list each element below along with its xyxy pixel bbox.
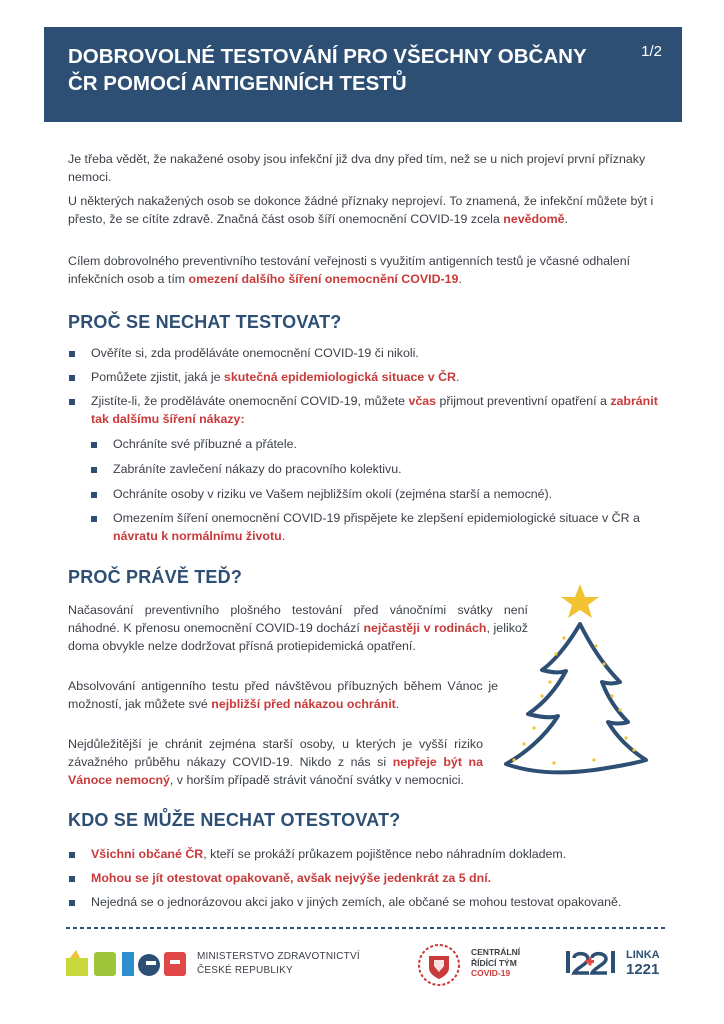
bullet-square-icon — [69, 399, 75, 405]
bullet-square-icon — [69, 852, 75, 858]
bullet-square-icon — [69, 876, 75, 882]
bullet-square-icon — [91, 442, 97, 448]
why-now-paragraph-2: Absolvování antigenního testu před návštěvou příbuzných během Vánoc je možností, jak můžete své nejbližší před nákazou ochránit. — [68, 679, 498, 711]
intro-paragraph-3: Cílem dobrovolného preventivního testování veřejnosti s využitím antigenních testů je včasné odhalení infekčních osob a tím omezení dalšího šíření onemocnění COVID-19. — [68, 254, 631, 286]
ministry-logo — [66, 948, 188, 978]
sub-list-item: Ochráníte osoby v riziku ve Vašem nejbližším okolí (zejména starší a nemocné). — [113, 487, 553, 501]
christmas-tree-icon — [494, 578, 654, 788]
linka-label: LINKA 1221 — [626, 949, 660, 978]
sub-list-item: Ochráníte své příbuzné a přátele. — [113, 437, 297, 451]
why-now-paragraph-1: Načasování preventivního plošného testování před vánočními svátky není náhodné. K přenosu onemocnění COVID-19 dochází nejčastěji v rodinách, jelikož doma obvykle nelze dodržovat přísná protiepidemická opatření. — [68, 603, 528, 653]
list-item: Zjistíte-li, že proděláváte onemocnění COVID-19, můžete včas přijmout preventivní opatření a zabránit tak dalšímu šíření nákazy: — [91, 394, 658, 426]
why-now-paragraph-3: Nejdůležitější je chránit zejména starší osoby, u kterých je vyšší riziko závažného průběhu nákazy COVID-19. Nikdo z nás si nepřeje být na Vánoce nemocný, v horším případě strávit vánoční svátky v nemocnici. — [68, 737, 483, 787]
list-item: Pomůžete zjistit, jaká je skutečná epidemiologická situace v ČR. — [91, 370, 460, 384]
list-item: Nejedná se o jednorázovou akci jako v jiných zemích, ale občané se mohou testovat opakovaně. — [91, 895, 622, 909]
page-header — [44, 27, 682, 122]
page-number: 1/2 — [641, 43, 662, 60]
page-title: DOBROVOLNÉ TESTOVÁNÍ PRO VŠECHNY OBČANY ČR POMOCÍ ANTIGENNÍCH TESTŮ — [68, 45, 587, 95]
intro-paragraph-2: U některých nakažených osob se dokonce žádné příznaky neprojeví. To znamená, že infekční můžete být i přesto, že se cítíte zdravě. Značná část osob šíří onemocnění COVID-19 zcela nevědomě. — [68, 194, 654, 226]
bullet-square-icon — [69, 375, 75, 381]
section-heading-why-now: PROČ PRÁVĚ TEĎ? — [68, 567, 243, 587]
list-item: Mohou se jít otestovat opakovaně, avšak nejvýše jedenkrát za 5 dní. — [91, 871, 492, 885]
linka-1221-logo — [564, 948, 620, 976]
crt-emblem-logo — [416, 942, 462, 988]
footer-divider — [66, 927, 666, 929]
list-item: Ověříte si, zda proděláváte onemocnění COVID-19 či nikoli. — [91, 346, 419, 360]
section-heading-who-can-test: KDO SE MŮŽE NECHAT OTESTOVAT? — [68, 810, 401, 830]
bullet-square-icon — [69, 351, 75, 357]
ministry-name: MINISTERSTVO ZDRAVOTNICTVÍ ČESKÉ REPUBLIKY — [197, 951, 360, 976]
bullet-square-icon — [91, 467, 97, 473]
sub-list-item: Zabráníte zavlečení nákazy do pracovního kolektivu. — [113, 462, 402, 476]
sub-list-item: Omezením šíření onemocnění COVID-19 přispějete ke zlepšení epidemiologické situace v ČR a návratu k normálnímu životu. — [113, 511, 640, 543]
intro-paragraph-1: Je třeba vědět, že nakažené osoby jsou infekční již dva dny před tím, než se u nich projeví první příznaky nemoci. — [68, 152, 646, 184]
crt-name: CENTRÁLNÍ ŘÍDÍCÍ TÝM COVID-19 — [471, 947, 521, 978]
bullet-square-icon — [69, 900, 75, 906]
list-item: Všichni občané ČR, kteří se prokáží průkazem pojištěnce nebo náhradním dokladem. — [91, 847, 567, 861]
section-heading-why-test: PROČ SE NECHAT TESTOVAT? — [68, 312, 342, 332]
bullet-square-icon — [91, 492, 97, 498]
bullet-square-icon — [91, 516, 97, 522]
